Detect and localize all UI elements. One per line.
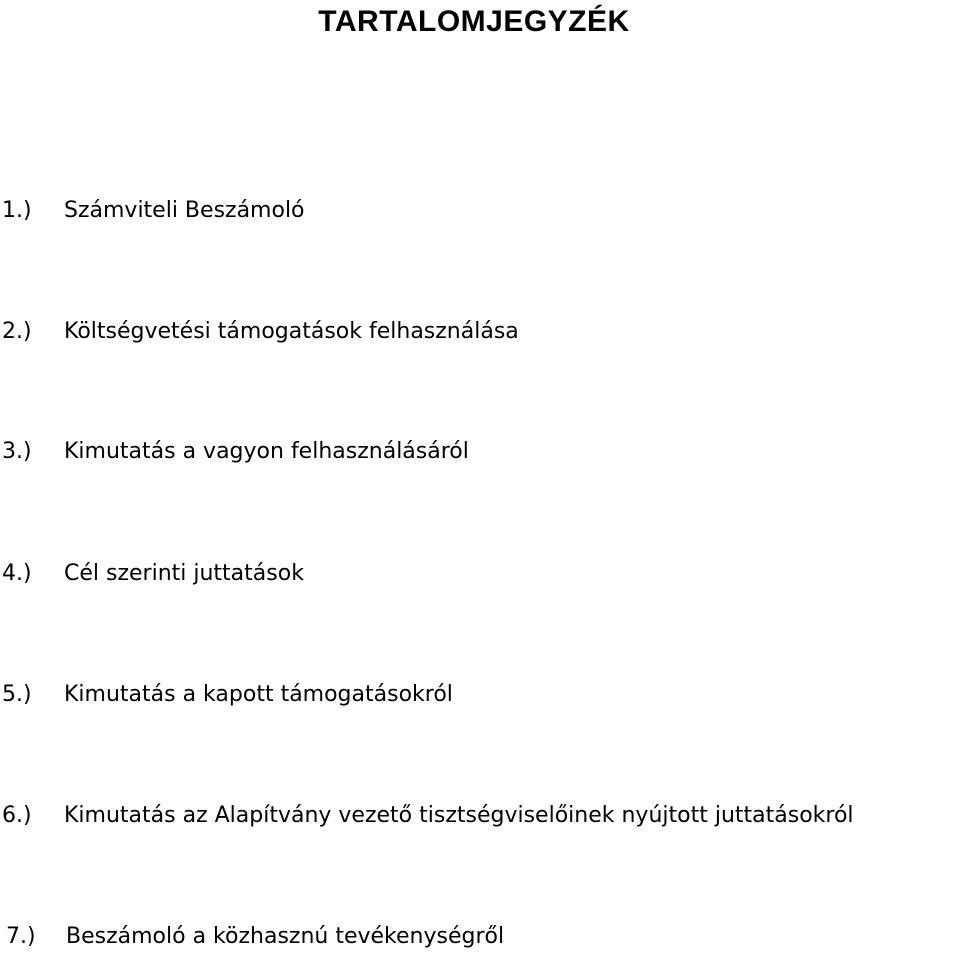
toc-item-text: Kimutatás a vagyon felhasználásáról	[64, 439, 469, 464]
toc-item-text: Beszámoló a közhasznú tevékenységről	[66, 924, 505, 949]
page-title: TARTALOMJEGYZÉK	[318, 5, 630, 38]
toc-item-text: Kimutatás az Alapítvány vezető tisztségviselőinek nyújtott juttatásokról	[64, 803, 854, 828]
toc-item-text: Kimutatás a kapott támogatásokról	[64, 682, 453, 707]
toc-item-text: Költségvetési támogatások felhasználása	[64, 319, 519, 344]
toc-item-text: Számviteli Beszámoló	[64, 198, 305, 223]
toc-item-number: 3.)	[2, 439, 32, 464]
toc-item-number: 6.)	[2, 803, 32, 828]
toc-item-number: 5.)	[2, 682, 32, 707]
toc-item-number: 2.)	[2, 319, 32, 344]
toc-item-number: 7.)	[6, 924, 36, 949]
toc-item-number: 4.)	[2, 561, 32, 586]
toc-item-text: Cél szerinti juttatások	[64, 561, 304, 586]
toc-item-number: 1.)	[2, 198, 32, 223]
